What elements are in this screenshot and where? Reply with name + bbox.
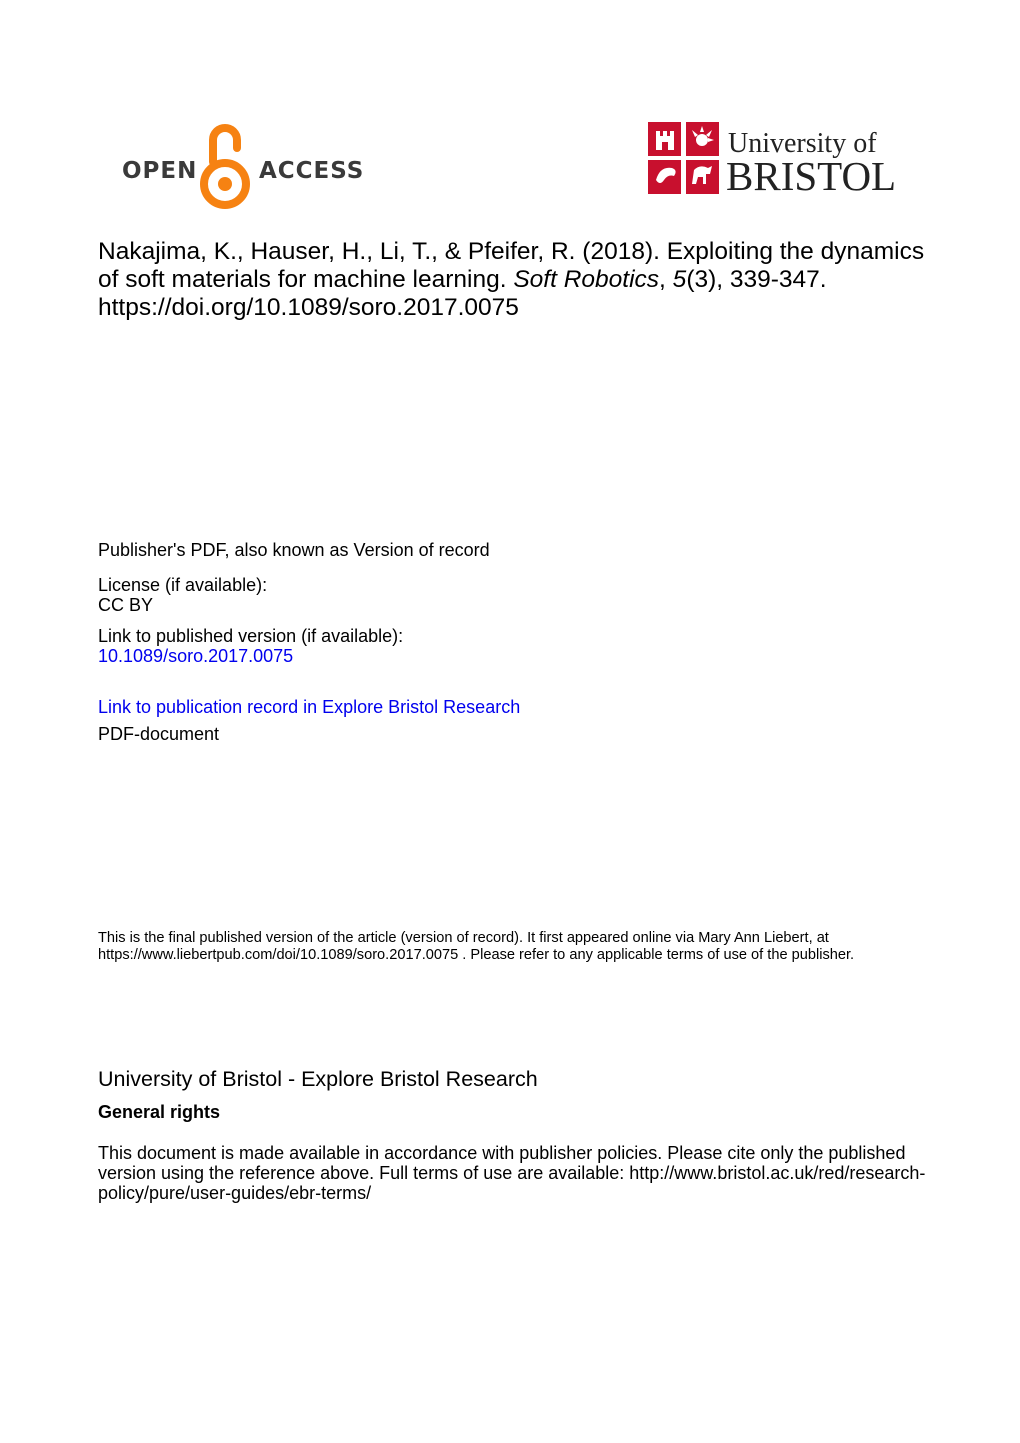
- general-rights-body: This document is made available in accordance with publisher policies. Please cite only the published version using the reference above. Full terms of use are available: http://www.bristol.ac.uk/red/research-policy/pure/user-guides/ebr-terms/: [98, 1143, 926, 1203]
- bristol-logo-line1: University of: [728, 128, 877, 159]
- publication-record-link[interactable]: Link to publication record in Explore Bristol Research: [98, 697, 521, 717]
- version-label: Publisher's PDF, also known as Version of record: [98, 540, 490, 560]
- open-access-logo-left-word: OPEN: [122, 158, 198, 184]
- general-rights-heading: General rights: [98, 1102, 221, 1122]
- university-of-bristol-logo: [648, 122, 900, 200]
- open-access-logo: [122, 122, 365, 212]
- open-access-logo-right-word: ACCESS: [259, 158, 365, 184]
- license-value: CC BY: [98, 595, 154, 615]
- open-lock-icon: [199, 122, 251, 210]
- bristol-crest-icon: [648, 122, 719, 194]
- citation: [98, 238, 948, 322]
- bristol-logo-line2: BRISTOL: [726, 153, 897, 199]
- citation-journal: Soft Robotics: [513, 266, 660, 293]
- document-type: PDF-document: [98, 724, 220, 744]
- citation-issue-pages-doi: (3), 339-347. https://doi.org/10.1089/soro.2017.0075: [98, 266, 827, 321]
- citation-volume: 5: [672, 266, 687, 293]
- published-version-link[interactable]: 10.1089/soro.2017.0075: [98, 646, 294, 666]
- citation-separator: ,: [659, 266, 673, 293]
- published-link-label: Link to published version (if available):: [98, 626, 404, 646]
- license-label: License (if available):: [98, 575, 268, 595]
- footer-heading: University of Bristol - Explore Bristol Research: [98, 1067, 538, 1091]
- citation-authors-title: Nakajima, K., Hauser, H., Li, T., & Pfeifer, R. (2018). Exploiting the dynamics of soft materials for machine learning.: [98, 238, 925, 293]
- disclaimer-text: This is the final published version of the article (version of record). It first appeared online via Mary Ann Liebert, at https://www.liebertpub.com/doi/10.1089/soro.2017.0075 . Please refer to any applicable terms of use of the publisher.: [98, 930, 855, 963]
